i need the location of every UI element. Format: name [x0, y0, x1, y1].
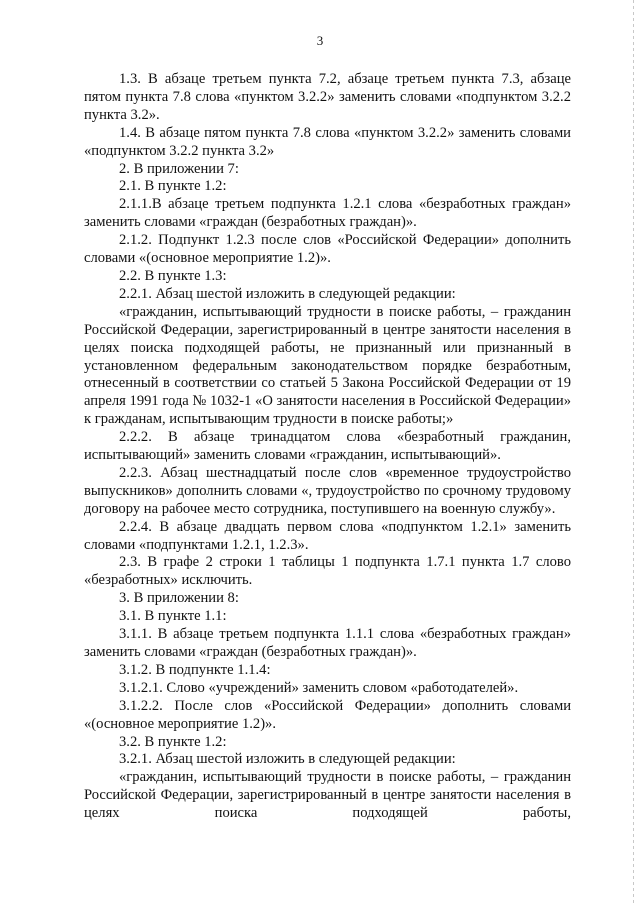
paragraph-quote-2: «гражданин, испытывающий трудности в поиске работы, – гражданин Российской Федерации, зарегистрированный в центре занятости населения в целях поиска подходящей работы, [84, 769, 571, 822]
paragraph-1-3: 1.3. В абзаце третьем пункта 7.2, абзаце третьем пункта 7.3, абзаце пятом пункта 7.8 слова «пунктом 3.2.2» заменить словами «подпунктом 3.2.2 пункта 3.2». [84, 71, 571, 123]
paragraph-3-1-2: 3.1.2. В подпункте 1.1.4: [119, 661, 271, 678]
paragraph-3-1: 3.1. В пункте 1.1: [119, 608, 227, 625]
paragraph-2-1-2: 2.1.2. Подпункт 1.2.3 после слов «Российской Федерации» дополнить словами «(основное мероприятие 1.2)». [84, 232, 571, 267]
paragraph-quote-1: «гражданин, испытывающий трудности в поиске работы, – гражданин Российской Федерации, зарегистрированный в центре занятости населения в целях поиска подходящей работы, не признанный или признанный в установленном федеральным законодательством порядке безработным, отнесенный в соответствии со статьей 5 Закона Российской Федерации от 19 апреля 1991 года № 1032-1 «О занятости населения в Российской Федерации» к гражданам, испытывающим трудности в поиске работы;» [84, 303, 571, 428]
paragraph-3-1-2-1: 3.1.2.1. Слово «учреждений» заменить словом «работодателей». [119, 679, 519, 696]
paragraph-2-1-1: 2.1.1.В абзаце третьем подпункта 1.2.1 слова «безработных граждан» заменить словами «граждан (безработных граждан)». [84, 196, 571, 231]
page-number: 3 [316, 33, 324, 48]
paragraph-2-2-1: 2.2.1. Абзац шестой изложить в следующей редакции: [119, 285, 456, 302]
paragraph-3-1-2-2: 3.1.2.2. После слов «Российской Федерации» дополнить словами «(основное мероприятие 1.2)». [84, 697, 571, 732]
paragraph-3-2-1: 3.2.1. Абзац шестой изложить в следующей редакции: [119, 751, 456, 768]
paragraph-3: 3. В приложении 8: [119, 590, 239, 607]
paragraph-2-3: 2.3. В графе 2 строки 1 таблицы 1 подпункта 1.7.1 пункта 1.7 слово «безработных» исключить. [84, 554, 571, 589]
paragraph-3-2: 3.2. В пункте 1.2: [119, 733, 227, 750]
paragraph-1-4: 1.4. В абзаце пятом пункта 7.8 слова «пунктом 3.2.2» заменить словами «подпунктом 3.2.2 пункта 3.2» [84, 124, 571, 159]
paragraph-2-2-3: 2.2.3. Абзац шестнадцатый после слов «временное трудоустройство выпускников» дополнить словами «, трудоустройство по срочному трудовому договору на рабочее место сотрудника, поступившего на военную службу». [84, 464, 571, 517]
paragraph-2: 2. В приложении 7: [119, 160, 239, 177]
paragraph-3-1-1: 3.1.1. В абзаце третьем подпункта 1.1.1 слова «безработных граждан» заменить словами «граждан (безработных граждан)». [84, 626, 571, 660]
paragraph-2-2-4: 2.2.4. В абзаце двадцать первом слова «подпунктом 1.2.1» заменить словами «подпунктами 1.2.1, 1.2.3». [84, 518, 571, 553]
paragraph-2-2-2: 2.2.2. В абзаце тринадцатом слова «безработный гражданин, испытывающий» заменить словами «гражданин, испытывающий». [84, 429, 571, 464]
paragraph-2-1: 2.1. В пункте 1.2: [119, 178, 227, 195]
paragraph-2-2: 2.2. В пункте 1.3: [119, 267, 227, 284]
scan-edge-line [633, 0, 634, 905]
document-body [84, 71, 571, 823]
